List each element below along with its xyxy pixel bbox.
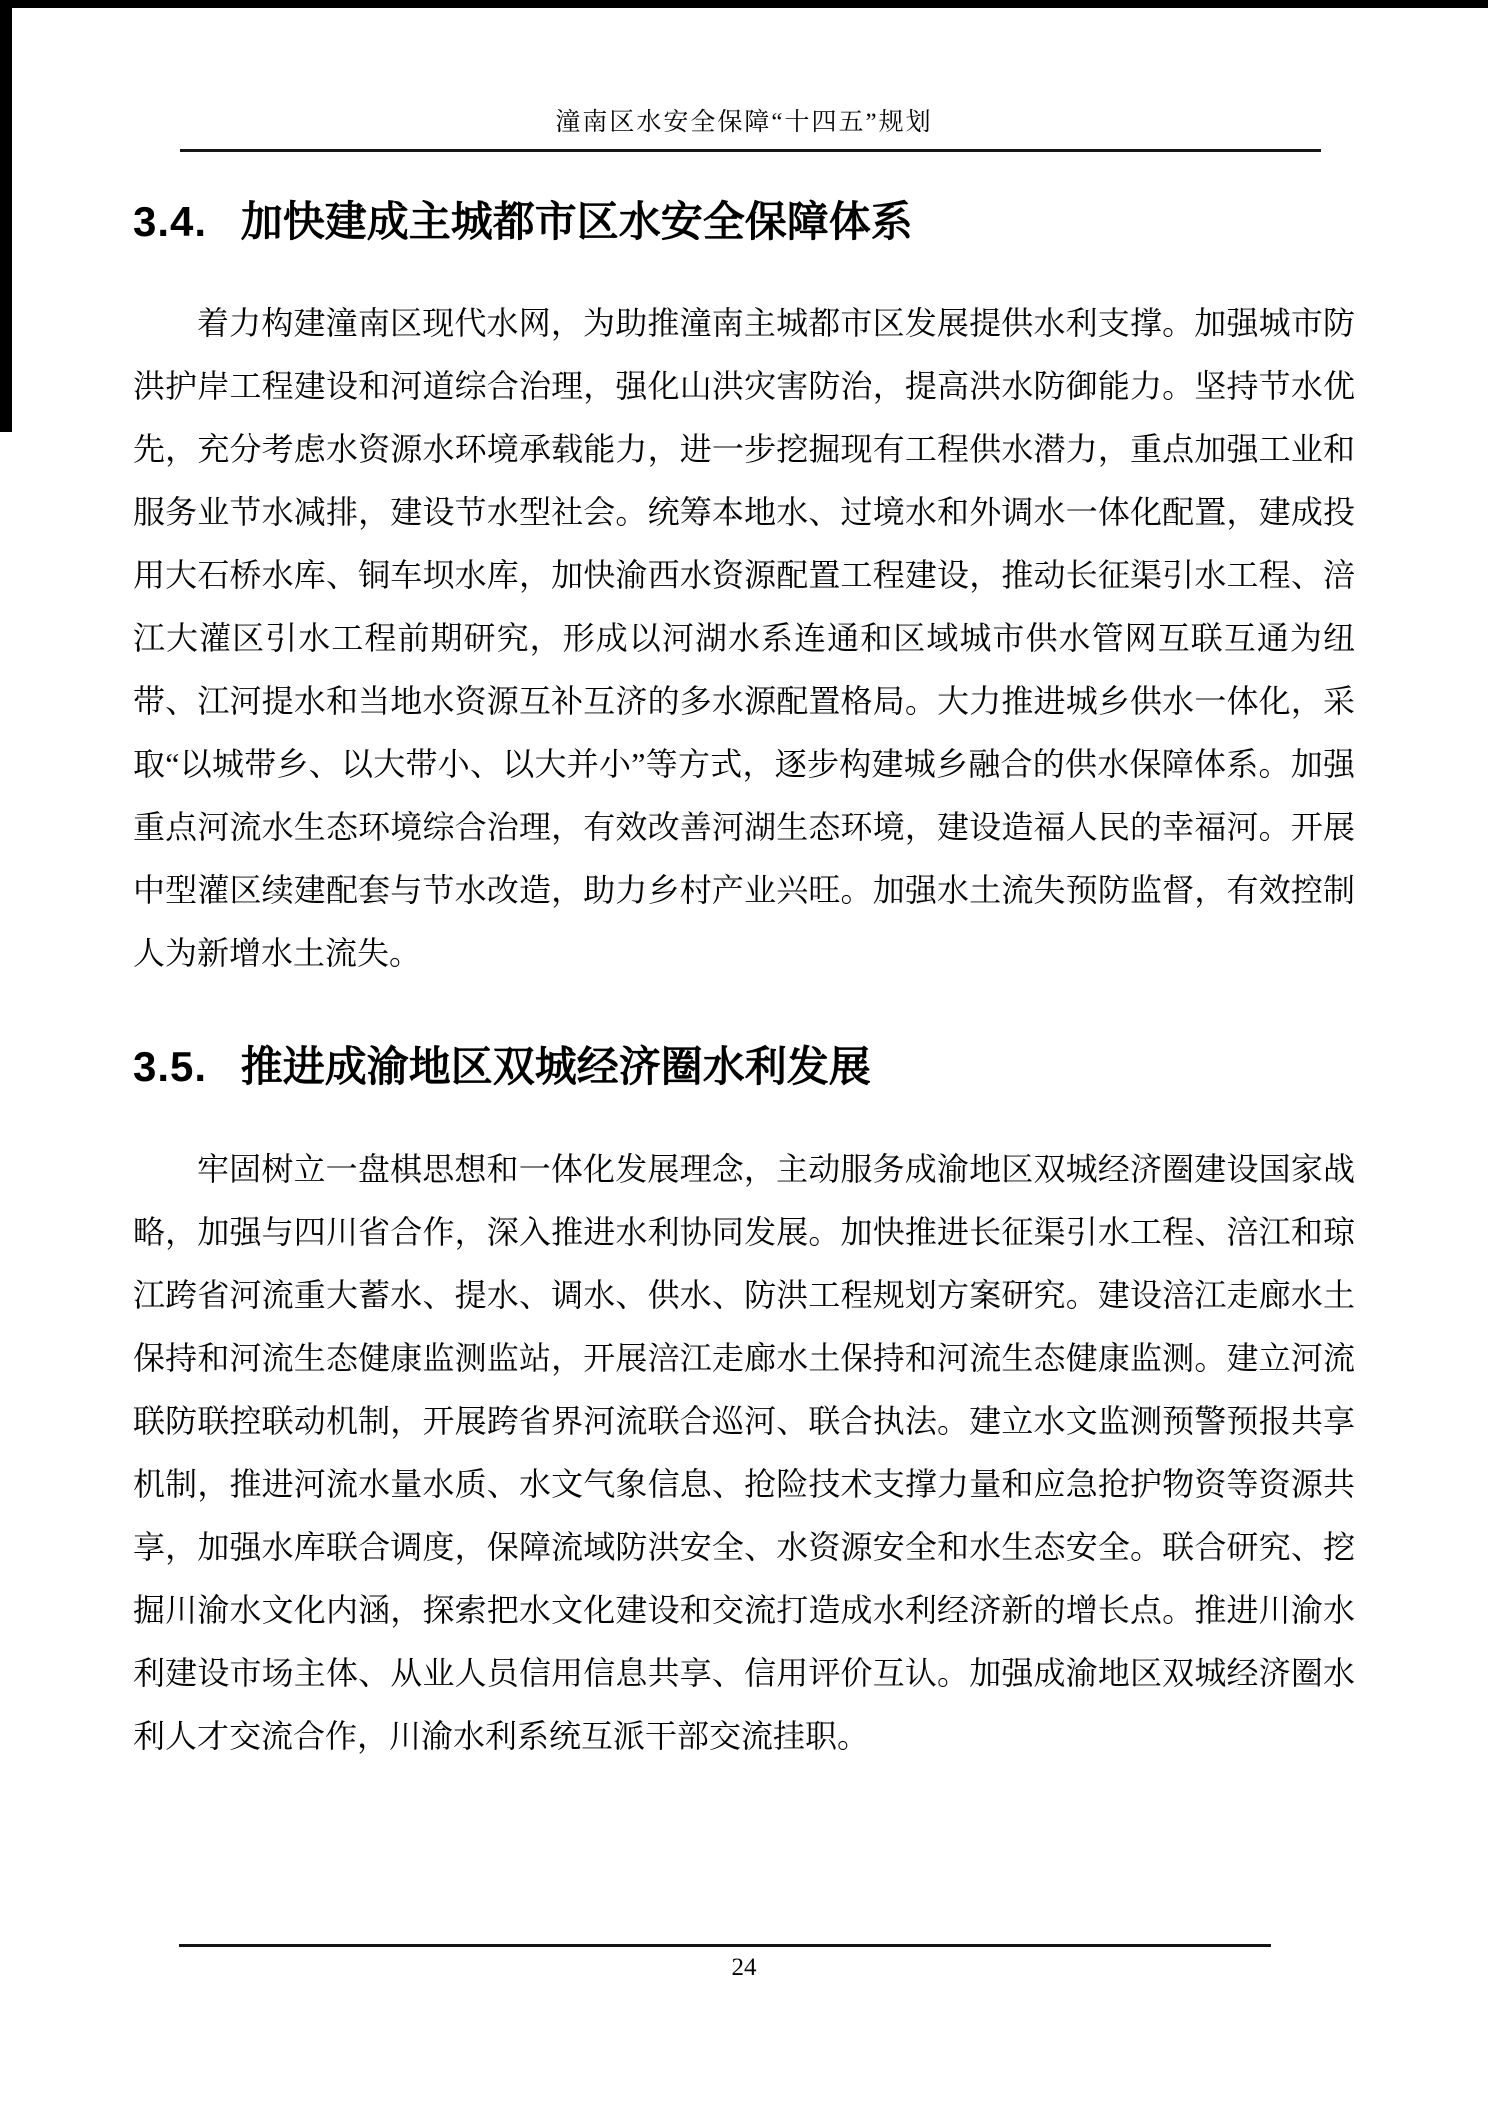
- scan-artifact-top-edge: [0, 0, 1488, 8]
- footer-rule: [179, 1944, 1271, 1947]
- document-body: [0, 152, 1488, 1768]
- page-footer: [0, 1944, 1488, 1982]
- section-number-3-5: 3.5.: [133, 1043, 208, 1091]
- page-number: 24: [731, 1954, 757, 1981]
- section-title-3-4: 加快建成主城都市区水安全保障体系: [240, 198, 913, 245]
- paragraph-section-3-4: 着力构建潼南区现代水网，为助推潼南主城都市区发展提供水利支撑。加强城市防洪护岸工程建设和河道综合治理，强化山洪灾害防治，提高洪水防御能力。坚持节水优先，充分考虑水资源水环境承载能力，进一步挖掘现有工程供水潜力，重点加强工业和服务业节水减排，建设节水型社会。统筹本地水、过境水和外调水一体化配置，建成投用大石桥水库、铜车坝水库，加快渝西水资源配置工程建设，推动长征渠引水工程、涪江大灌区引水工程前期研究，形成以河湖水系连通和区域城市供水管网互联互通为纽带、江河提水和当地水资源互补互济的多水源配置格局。大力推进城乡供水一体化，采取“以城带乡、以大带小、以大并小”等方式，逐步构建城乡融合的供水保障体系。加强重点河流水生态环境综合治理，有效改善河湖生态环境，建设造福人民的幸福河。开展中型灌区续建配套与节水改造，助力乡村产业兴旺。加强水土流失预防监督，有效控制人为新增水土流失。: [133, 305, 1355, 972]
- section-heading-3-5: [133, 985, 1355, 1091]
- scan-artifact-left-edge: [0, 0, 12, 432]
- paragraph-section-3-5: 牢固树立一盘棋思想和一体化发展理念，主动服务成渝地区双城经济圈建设国家战略，加强与四川省合作，深入推进水利协同发展。加快推进长征渠引水工程、涪江和琼江跨省河流重大蓄水、提水、调水、供水、防洪工程规划方案研究。建设涪江走廊水土保持和河流生态健康监测监站，开展涪江走廊水土保持和河流生态健康监测。建立河流联防联控联动机制，开展跨省界河流联合巡河、联合执法。建立水文监测预警预报共享机制，推进河流水量水质、水文气象信息、抢险技术支撑力量和应急抢护物资等资源共享，加强水库联合调度，保障流域防洪安全、水资源安全和水生态安全。联合研究、挖掘川渝水文化内涵，探索把水文化建设和交流打造成水利经济新的增长点。推进川渝水利建设市场主体、从业人员信用信息共享、信用评价互认。加强成渝地区双城经济圈水利人才交流合作，川渝水利系统互派干部交流挂职。: [133, 1150, 1355, 1754]
- page-header: [0, 0, 1488, 152]
- section-heading-3-4: [133, 152, 1355, 246]
- section-number-3-4: 3.4.: [133, 198, 208, 245]
- running-header-title: 潼南区水安全保障“十四五”规划: [555, 109, 933, 136]
- section-title-3-5: 推进成渝地区双城经济圈水利发展: [240, 1043, 871, 1091]
